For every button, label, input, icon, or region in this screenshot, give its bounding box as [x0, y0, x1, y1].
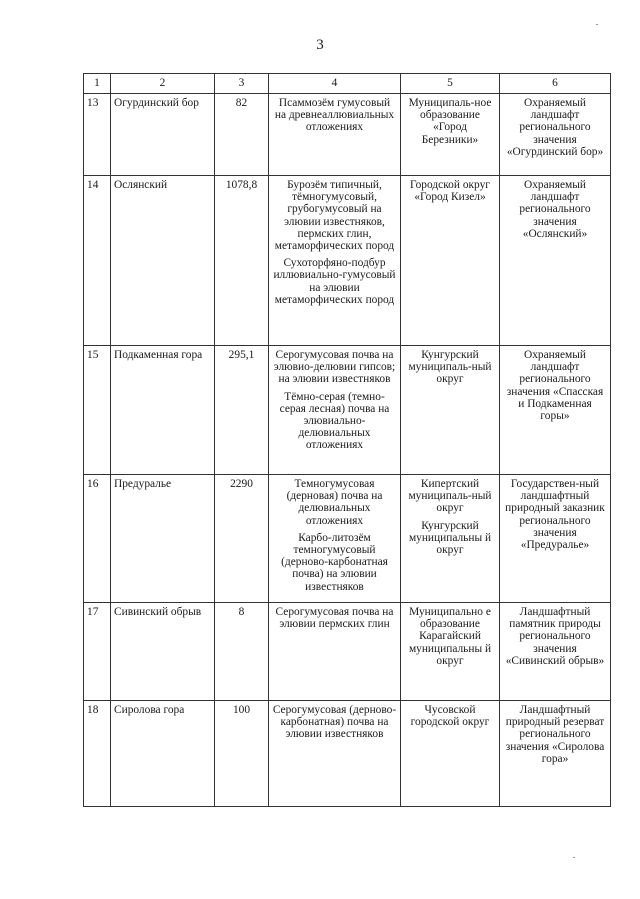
soil-description: Тёмно-серая (темно-серая лесная) почва на элювиально-делювиальных отложениях: [279, 390, 390, 452]
status-cell: Охраняемый ландшафт регионального значения «Ослянский»: [500, 176, 611, 346]
table-row: [84, 475, 611, 603]
table-row: [84, 176, 611, 346]
table-row: [84, 603, 611, 701]
municipality-cell: [401, 94, 500, 176]
area-name-cell: Предуралье: [111, 475, 215, 603]
area-size-cell: 100: [215, 701, 269, 807]
soil-description: Псаммозём гумусовый на древнеаллювиальных отложениях: [274, 97, 395, 134]
municipality-cell: [401, 701, 500, 807]
area-name-cell: Сивинский обрыв: [111, 603, 215, 701]
municipality-name: Муниципаль-ное образование «Город Березники»: [408, 97, 492, 146]
municipality-name: Кунгурский муниципальны й округ: [408, 519, 492, 557]
soil-cell: [269, 176, 401, 346]
area-name-cell: Сиролова гора: [111, 701, 215, 807]
area-size-cell: 82: [215, 94, 269, 176]
header-cell: 1: [84, 74, 111, 94]
municipality-cell: [401, 176, 500, 346]
soil-cell: [269, 475, 401, 603]
scan-speck: [573, 857, 575, 858]
municipality-cell: [401, 603, 500, 701]
area-name-cell: Ослянский: [111, 176, 215, 346]
soil-description: Серогумусовая почва на элювии пермских глин: [275, 606, 394, 631]
area-name-cell: Огурдинский бор: [111, 94, 215, 176]
header-cell: 5: [401, 74, 500, 94]
soil-description: Карбо-литозём темногумусовый (дерново-карбонатная почва) на элювии известняков: [281, 531, 388, 593]
scan-speck: [596, 24, 598, 25]
soil-description: Серогумусовая почва на элювио-делювии гипсов; на элювии известняков: [273, 349, 396, 386]
header-cell: 3: [215, 74, 269, 94]
header-cell: 6: [500, 74, 611, 94]
soil-cell: [269, 94, 401, 176]
header-cell: 4: [269, 74, 401, 94]
area-size-cell: 1078,8: [215, 176, 269, 346]
row-number-cell: 18: [84, 701, 111, 807]
soil-description: Сухоторфяно-подбур иллювиально-гумусовый на элювии метаморфических пород: [273, 257, 396, 306]
header-cell: 2: [111, 74, 215, 94]
table-row: [84, 346, 611, 475]
row-number-cell: 17: [84, 603, 111, 701]
area-size-cell: 2290: [215, 475, 269, 603]
soil-cell: [269, 701, 401, 807]
soil-description: Бурозём типичный, тёмногумусовый, грубогумусовый на элювии известняков, пермских глин, метаморфических пород: [274, 179, 395, 253]
soil-description: Серогумусовая (дерново-карбонатная) почва на элювии известняков: [272, 704, 397, 741]
municipality-name: Муниципально е образование Карагайский муниципальны й округ: [408, 606, 492, 667]
municipality-name: Кунгурский муниципаль-ный округ: [408, 349, 492, 386]
municipality-name: Городской округ «Город Кизел»: [410, 179, 490, 204]
table-row: [84, 701, 611, 807]
soil-description: Темногумусовая (дерновая) почва на делювиальных отложениях: [286, 478, 383, 527]
municipality-name: Кипертский муниципаль-ный округ: [408, 478, 492, 515]
status-cell: Ландшафтный памятник природы регионального значения «Сивинский обрыв»: [500, 603, 611, 701]
status-cell: Охраняемый ландшафт регионального значения «Спасская и Подкаменная горы»: [500, 346, 611, 475]
page-number: 3: [316, 37, 324, 53]
table-row: [84, 94, 611, 176]
municipality-cell: [401, 346, 500, 475]
soil-cell: [269, 603, 401, 701]
area-name-cell: Подкаменная гора: [111, 346, 215, 475]
soil-cell: [269, 346, 401, 475]
municipality-cell: [401, 475, 500, 603]
status-cell: Охраняемый ландшафт регионального значения «Огурдинский бор»: [500, 94, 611, 176]
table-header-row: [84, 74, 611, 94]
protected-areas-table: [83, 73, 611, 807]
area-size-cell: 295,1: [215, 346, 269, 475]
area-size-cell: 8: [215, 603, 269, 701]
status-cell: Государствен-ный ландшафтный природный заказник регионального значения «Предуралье»: [500, 475, 611, 603]
row-number-cell: 16: [84, 475, 111, 603]
row-number-cell: 14: [84, 176, 111, 346]
row-number-cell: 15: [84, 346, 111, 475]
status-cell: Ландшафтный природный резерват регионального значения «Сиролова гора»: [500, 701, 611, 807]
row-number-cell: 13: [84, 94, 111, 176]
municipality-name: Чусовской городской округ: [410, 704, 490, 729]
